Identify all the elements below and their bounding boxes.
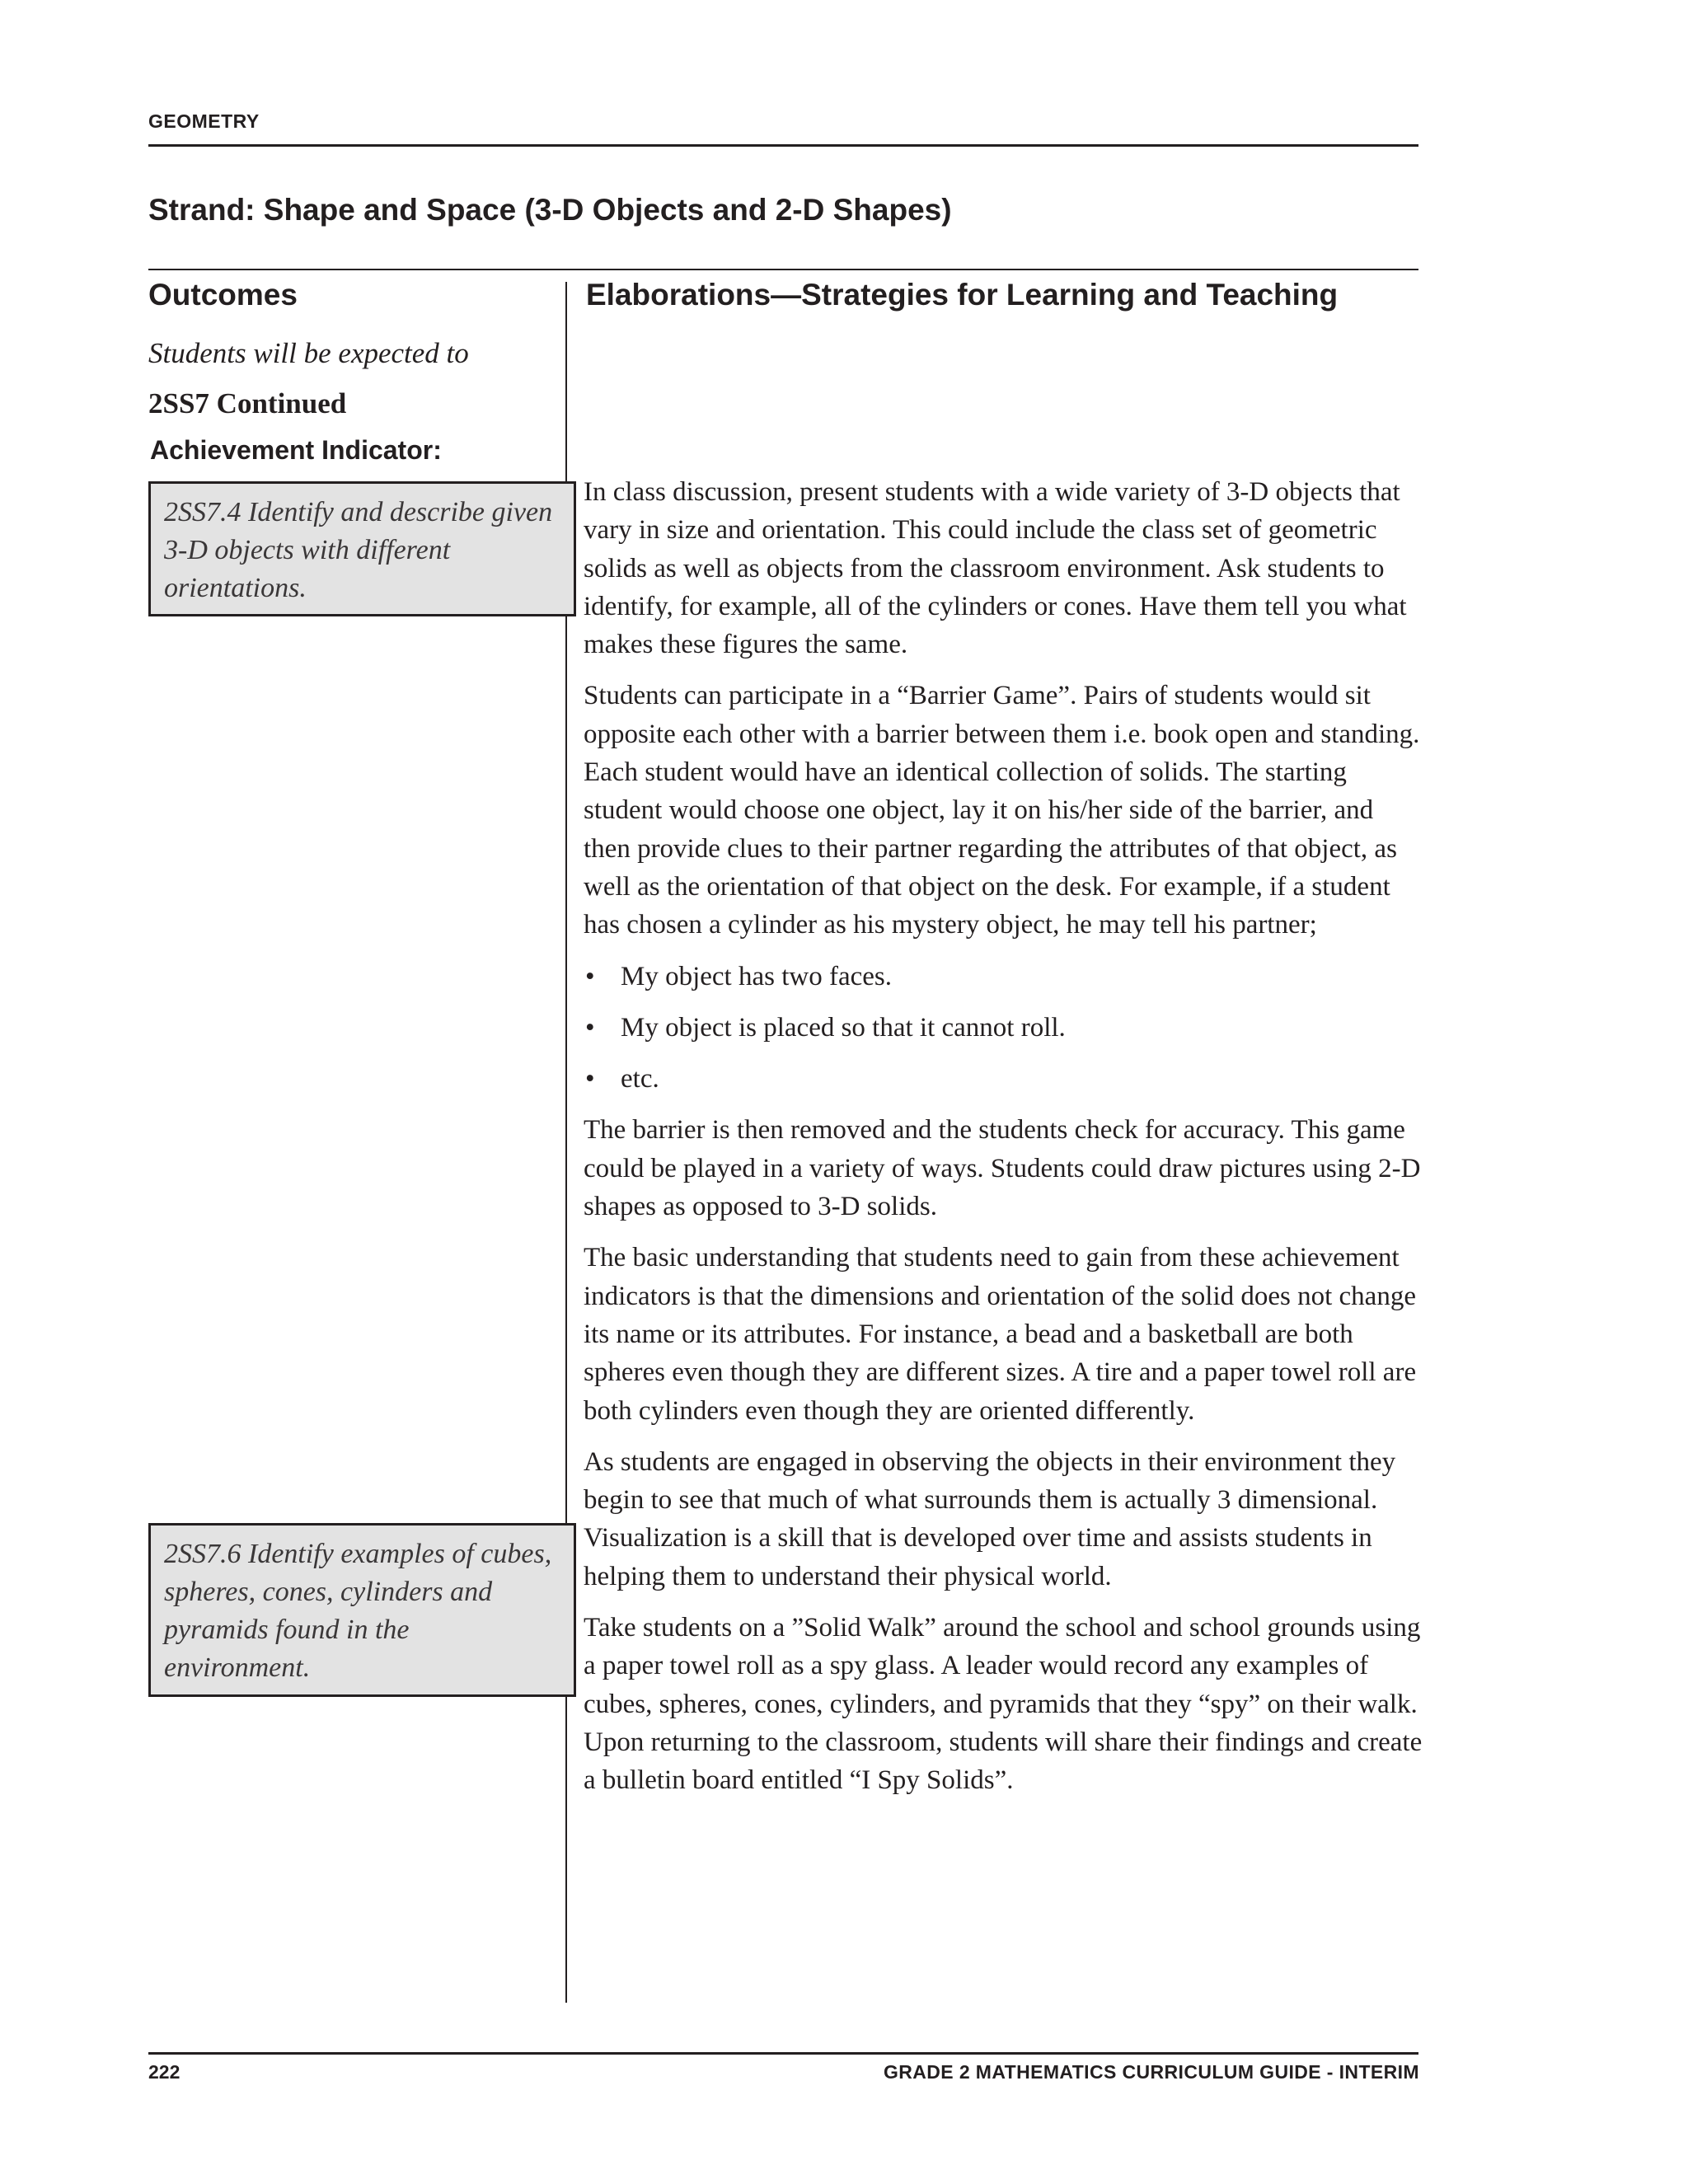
header-rule xyxy=(148,144,1418,147)
list-item xyxy=(584,1009,1424,1047)
list-item-text: My object is placed so that it cannot roll. xyxy=(621,1012,1066,1043)
list-item xyxy=(584,1060,1424,1098)
list-item-text: My object has two faces. xyxy=(621,961,892,991)
page-number: 222 xyxy=(148,2061,181,2083)
elaborations-body xyxy=(584,473,1424,1813)
paragraph: Students can participate in a “Barrier Game”. Pairs of students would sit opposite each other with a barrier between them i.e. book open and standing. Each student would have an identical collection of solids. The starting student would choose one object, lay it on his/her side of the barrier, and then provide clues to their partner regarding the attributes of that object, as well as the orientation of that object on the desk. For example, if a student has chosen a cylinder as his mystery object, he may tell his partner; xyxy=(584,681,1420,940)
bullet-list xyxy=(584,958,1424,1099)
footer-rule xyxy=(148,2052,1418,2055)
outcomes-intro: Students will be expected to xyxy=(148,337,469,369)
section-label: GEOMETRY xyxy=(148,110,260,132)
bullet-icon: • xyxy=(585,961,595,991)
strand-title: Strand: Shape and Space (3-D Objects and 2-D Shapes) xyxy=(148,193,952,227)
paragraph: In class discussion, present students with a wide variety of 3-D objects that vary in size and orientation. This could include the class set of geometric solids as well as objects from the classroom environment. Ask students to identify, for example, all of the cylinders or cones. Have them tell you what makes these figures the same. xyxy=(584,477,1407,660)
indicator-box: 2SS7.6 Identify examples of cubes, spheres, cones, cylinders and pyramids found in the environment. xyxy=(148,1523,576,1697)
footer-title: GRADE 2 MATHEMATICS CURRICULUM GUIDE - INTERIM xyxy=(883,2061,1419,2083)
columns-top-rule xyxy=(148,269,1418,270)
indicator-box: 2SS7.4 Identify and describe given 3-D objects with different orientations. xyxy=(148,481,576,616)
paragraph: As students are engaged in observing the objects in their environment they begin to see that much of what surrounds them is actually 3 dimensional. Visualization is a skill that is developed over time and assists students in helping them to understand their physical world. xyxy=(584,1446,1396,1591)
outcomes-heading: Outcomes xyxy=(148,278,298,312)
bullet-icon: • xyxy=(585,1064,595,1094)
paragraph: Take students on a ”Solid Walk” around the school and school grounds using a paper towel roll as a spy glass. A leader would record any examples of cubes, spheres, cones, cylinders, and pyramids that they “spy” on their walk. Upon returning to the classroom, students will share their findings and create a bulletin board entitled “I Spy Solids”. xyxy=(584,1613,1423,1796)
paragraph: The barrier is then removed and the students check for accuracy. This game could be played in a variety of ways. Students could draw pictures using 2-D shapes as opposed to 3-D solids. xyxy=(584,1115,1421,1222)
outcome-continued-label: 2SS7 Continued xyxy=(148,387,347,419)
paragraph: The basic understanding that students need to gain from these achievement indicators is that the dimensions and orientation of the solid does not change its name or its attributes. For instance, a bead and a basketball are both spheres even though they are different sizes. A tire and a paper towel roll are both cylinders even though they are oriented differently. xyxy=(584,1243,1417,1426)
elaborations-heading: Elaborations—Strategies for Learning and Teaching xyxy=(586,278,1339,312)
bullet-icon: • xyxy=(585,1012,595,1043)
achievement-indicator-heading: Achievement Indicator: xyxy=(150,435,442,465)
list-item-text: etc. xyxy=(621,1064,659,1094)
list-item xyxy=(584,958,1424,996)
